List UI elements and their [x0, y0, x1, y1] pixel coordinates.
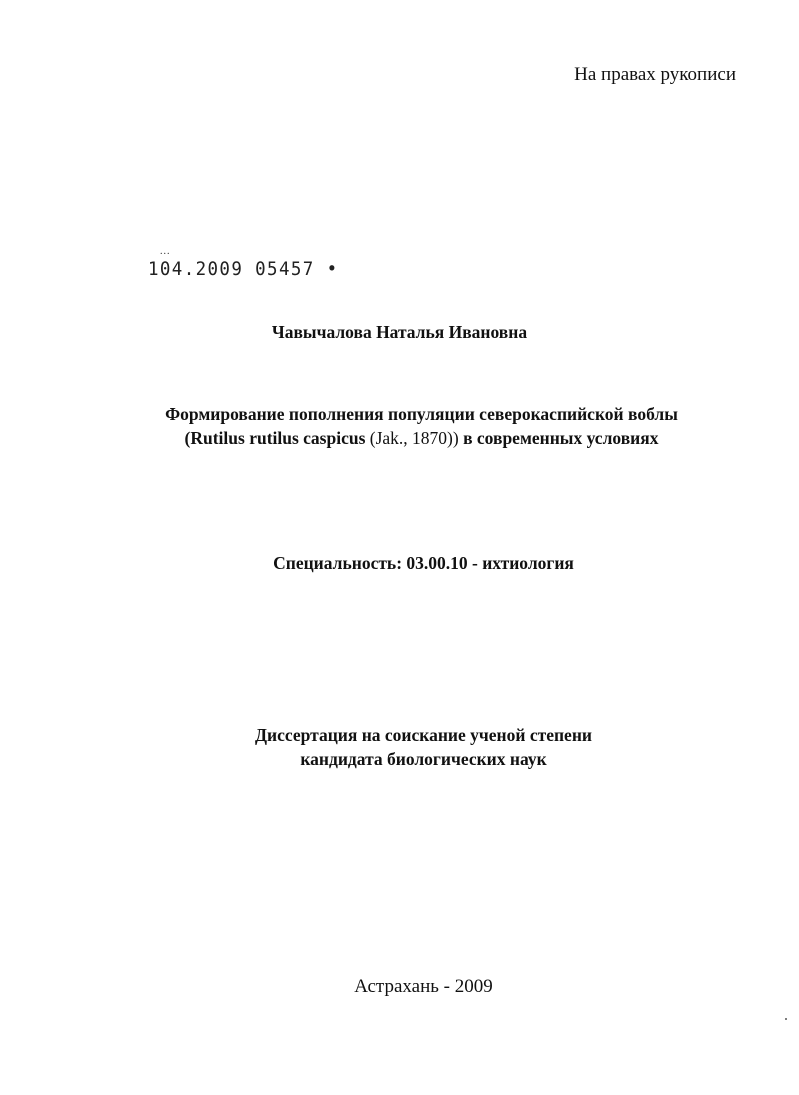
degree-line-1: Диссертация на соискание ученой степени	[255, 725, 592, 745]
stamp-number-text: 104.2009 05457	[148, 258, 315, 280]
title-authority: (Jak., 1870))	[365, 428, 459, 448]
city-year: Астрахань - 2009	[354, 976, 493, 997]
stamp-dots: ...	[160, 246, 171, 257]
author-name: Чавычалова Наталья Ивановна	[271, 322, 528, 342]
rights-note: На правах рукописи	[574, 64, 736, 85]
title-line-1: Формирование пополнения популяции северокаспийской воблы	[165, 404, 678, 424]
dissertation-title	[22, 402, 799, 450]
title-line-2	[22, 426, 799, 450]
degree-statement	[24, 723, 799, 771]
library-stamp-number	[148, 258, 338, 280]
title-species: (Rutilus rutilus caspicus	[184, 428, 366, 448]
scan-speck	[785, 1018, 787, 1020]
specialty: Специальность: 03.00.10 - ихтиология	[273, 553, 574, 573]
title-rest: в современных условиях	[458, 428, 659, 448]
stamp-bullet-icon: •	[314, 258, 339, 280]
degree-line-2: кандидата биологических наук	[300, 749, 547, 769]
